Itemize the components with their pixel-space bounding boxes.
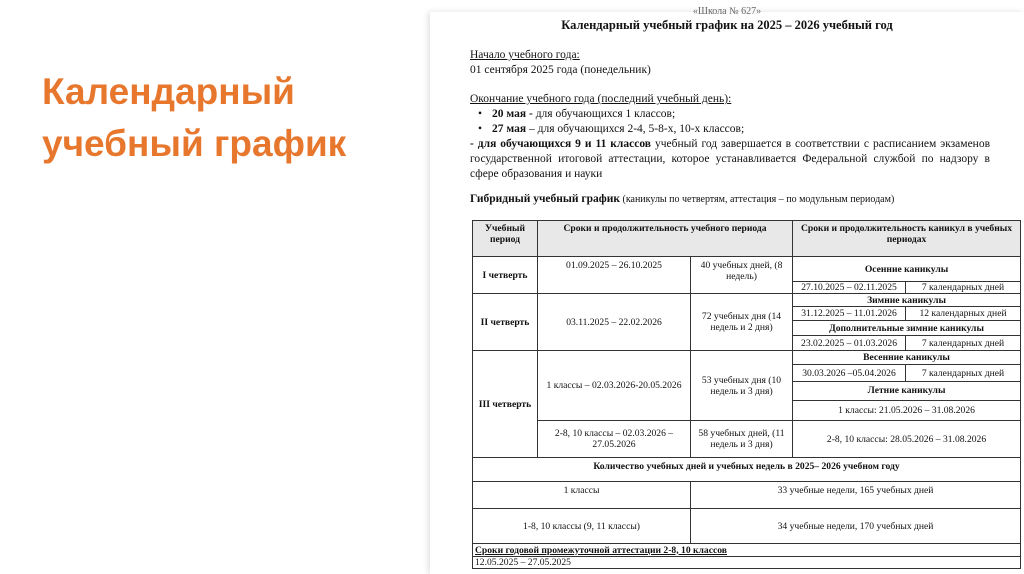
q3-days-2: 58 учебных дней, (11 недель и 3 дня) <box>691 421 793 458</box>
hybrid-heading <box>470 192 990 207</box>
q2-days: 72 учебных дня (14 недель и 2 дня) <box>691 294 793 351</box>
autumn-title: Осенние каникулы <box>793 257 1021 282</box>
spring-dates: 30.03.2026 –05.04.2026 <box>793 365 906 382</box>
summer-grades-2-10: 2-8, 10 классы: 28.05.2026 – 31.08.2026 <box>793 421 1021 458</box>
header-study: Сроки и продолжительность учебного периода <box>538 221 793 257</box>
end-item-bold: 27 мая <box>492 123 527 135</box>
q1-days: 40 учебных дней, (8 недель) <box>691 257 793 294</box>
summer-title: Летние каникулы <box>793 382 1021 401</box>
end-note-text: учебный год завершается в соответствии с расписанием экзаменов государственной итоговой аттестации, которое устанавливается Федеральной службой по надзору в сфере образования и науки <box>470 138 991 180</box>
extra-winter-title: Дополнительные зимние каникулы <box>793 321 1021 336</box>
hybrid-text: (каникулы по четвертям, аттестация – по модульным периодам) <box>619 194 895 205</box>
header-period: Учебный период <box>473 221 538 257</box>
summer-grade1: 1 классы: 21.05.2026 – 31.08.2026 <box>793 401 1021 421</box>
q3-name: III четверть <box>473 351 538 458</box>
autumn-length: 7 календарных дней <box>906 282 1021 294</box>
winter-length: 12 календарных дней <box>906 307 1021 321</box>
winter-title: Зимние каникулы <box>793 294 1021 307</box>
count-value: 33 учебные недели, 165 учебных дней <box>691 482 1021 509</box>
count-title: Количество учебных дней и учебных недель в 2025– 2026 учебном году <box>473 458 1021 482</box>
count-group: 1-8, 10 классы (9, 11 классы) <box>473 509 691 544</box>
end-label: Окончание учебного года (последний учебный день): <box>470 93 732 105</box>
extra-winter-dates: 23.02.2025 – 01.03.2026 <box>793 336 906 351</box>
attestation-dates: 12.05.2025 – 27.05.2025 <box>473 557 1021 569</box>
spring-title: Весенние каникулы <box>793 351 1021 365</box>
end-item <box>470 107 990 122</box>
q2-dates: 03.11.2025 – 22.02.2026 <box>538 294 691 351</box>
end-item <box>470 122 990 137</box>
start-value: 01 сентября 2025 года (понедельник) <box>470 64 651 76</box>
q3-days-1: 53 учебных дня (10 недель и 3 дня) <box>691 351 793 421</box>
q3-dates-2: 2-8, 10 классы – 02.03.2026 – 27.05.2026 <box>538 421 691 458</box>
end-item-bold: 20 мая - <box>492 108 533 120</box>
header-holidays: Сроки и продолжительность каникул в учебных периодах <box>793 221 1021 257</box>
school-name: «Школа № 627» <box>692 6 762 17</box>
q1-name: I четверть <box>473 257 538 294</box>
document-title: Календарный учебный график на 2025 – 2026 учебный год <box>561 18 893 32</box>
schedule-table <box>472 220 1021 569</box>
end-item-text: – для обучающихся 2-4, 5-8-х, 10-х классов; <box>526 123 745 135</box>
winter-dates: 31.12.2025 – 11.01.2026 <box>793 307 906 321</box>
q3-dates-1: 1 классы – 02.03.2026-20.05.2026 <box>538 351 691 421</box>
q1-dates: 01.09.2025 – 26.10.2025 <box>538 257 691 294</box>
autumn-dates: 27.10.2025 – 02.11.2025 <box>793 282 906 294</box>
count-value: 34 учебные недели, 170 учебных дней <box>691 509 1021 544</box>
end-note-bold: - для обучающихся 9 и 11 классов <box>470 138 651 150</box>
spring-length: 7 календарных дней <box>906 365 1021 382</box>
document-image <box>430 6 1024 574</box>
hybrid-bold: Гибридный учебный график <box>470 193 620 205</box>
extra-winter-length: 7 календарных дней <box>906 336 1021 351</box>
count-group: 1 классы <box>473 482 691 509</box>
end-item-text: для обучающихся 1 классов; <box>532 108 676 120</box>
end-section <box>470 92 990 182</box>
title-line-1: Календарный <box>42 71 295 112</box>
title-line-2: учебный график <box>42 123 347 164</box>
attestation-title: Сроки годовой промежуточной аттестации 2-8, 10 классов <box>473 544 1021 557</box>
end-note <box>470 137 990 182</box>
slide-title <box>42 66 346 170</box>
q2-name: II четверть <box>473 294 538 351</box>
start-section <box>470 48 990 78</box>
start-label: Начало учебного года: <box>470 49 580 61</box>
